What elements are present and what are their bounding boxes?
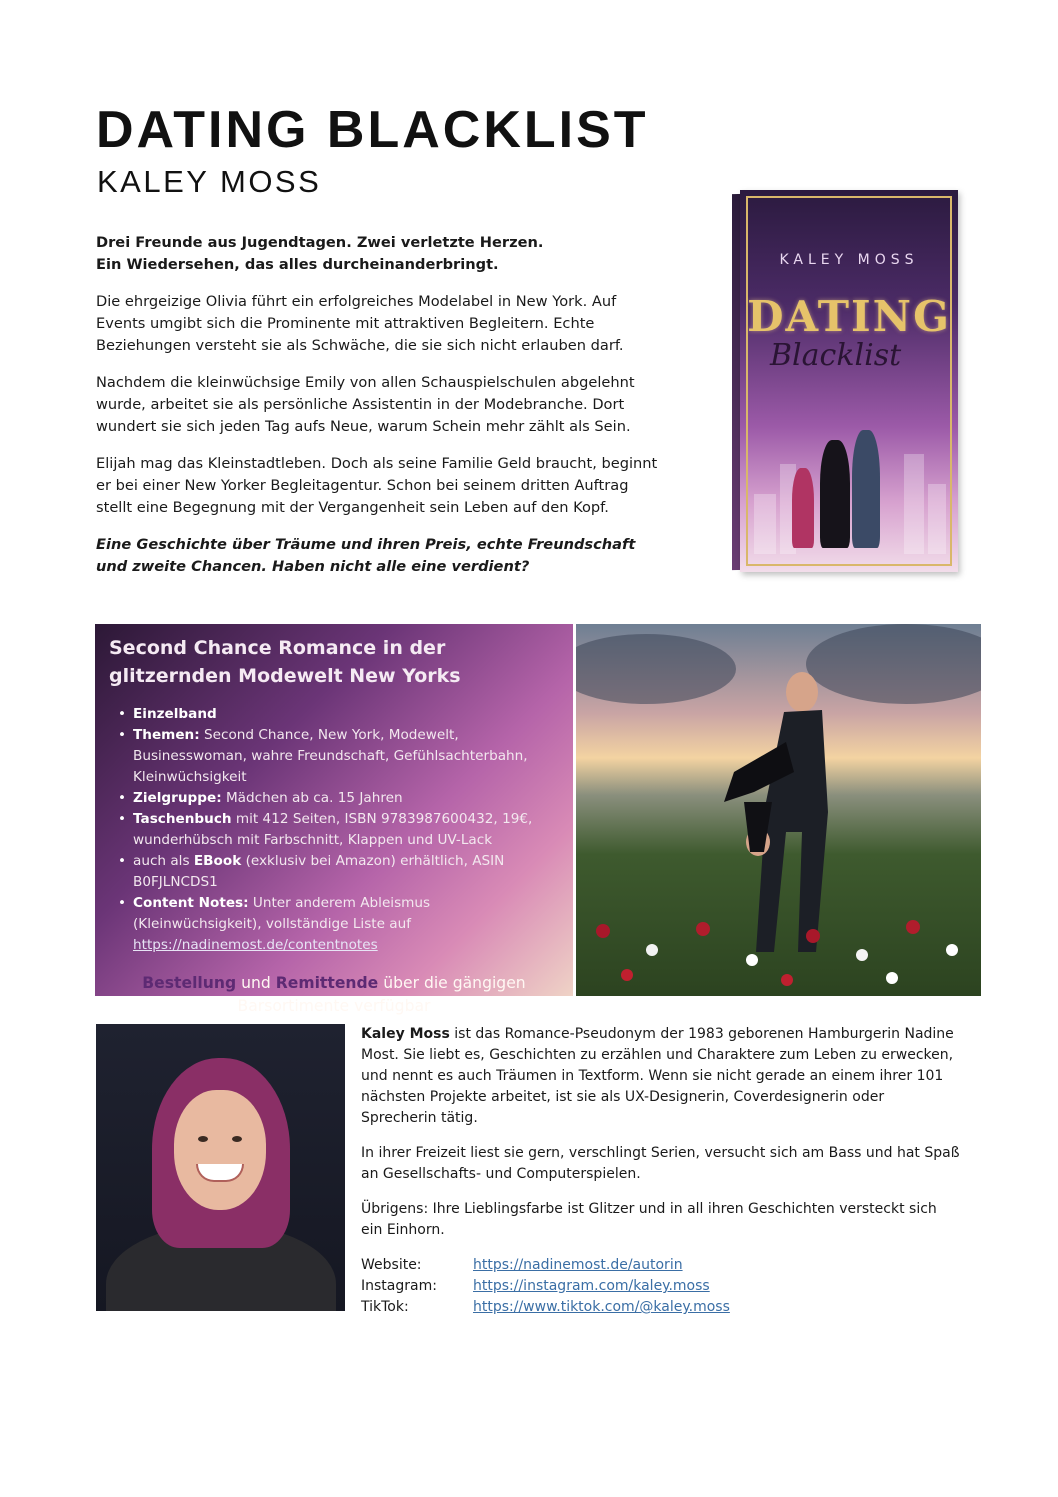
intro-section <box>96 232 666 593</box>
feature-box <box>95 624 573 1015</box>
figure-elijah <box>852 430 880 548</box>
content-notes-link[interactable]: https://nadinemost.de/contentnotes <box>133 937 378 953</box>
website-link[interactable]: https://nadinemost.de/autorin <box>473 1257 683 1273</box>
instagram-link[interactable]: https://instagram.com/kaley.moss <box>473 1278 710 1294</box>
book-cover-subtitle: Blacklist <box>770 338 902 373</box>
book-cover-title: DATING <box>747 292 951 341</box>
contact-label: Instagram: <box>361 1278 437 1294</box>
bio-paragraph: Übrigens: Ihre Lieblingsfarbe ist Glitzer und in all ihren Geschichten versteckt sich ein Einhorn. <box>361 1201 937 1238</box>
contact-label: Website: <box>361 1257 422 1273</box>
book-cover-author: KALEY MOSS <box>779 252 919 268</box>
bio-paragraph: In ihrer Freizeit liest sie gern, verschlingt Serien, versucht sich am Bass und hat Spaß an Gesellschafts- und Computerspielen. <box>361 1145 960 1182</box>
intro-paragraph: Elijah mag das Kleinstadtleben. Doch als seine Familie Geld braucht, beginnt er bei einer New Yorker Begleitagentur. Schon bei seinem dritten Auftrag stellt eine Begegnung mit der Vergangenheit sein Leben auf den Kopf. <box>96 455 658 516</box>
list-item: • Zielgruppe: Mädchen ab ca. 15 Jahren <box>133 788 559 809</box>
intro-paragraph: Nachdem die kleinwüchsige Emily von allen Schauspielschulen abgelehnt wurde, arbeitet sie als persönliche Assistentin in der Modebranche. Dort wundert sie sich jeden Tag aufs Neue, warum Schein mehr zählt als Sein. <box>96 374 635 435</box>
dancing-couple-graphic <box>724 652 834 952</box>
intro-lead: Drei Freunde aus Jugendtagen. Zwei verletzte Herzen. Ein Wiedersehen, das alles durcheinanderbringt. <box>96 234 544 273</box>
intro-paragraph: Die ehrgeizige Olivia führt ein erfolgreiches Modelabel in New York. Auf Events umgibt sich die Prominente mit attraktiven Begleitern. Echte Beziehungen versteht sie als Schwäche, die sie sich nicht erlauben darf. <box>96 293 624 354</box>
contact-label: TikTok: <box>361 1299 409 1315</box>
contact-links <box>361 1255 961 1318</box>
feature-heading: Second Chance Romance in der glitzernden Modewelt New Yorks <box>109 637 461 687</box>
feature-list <box>109 704 559 956</box>
intro-closing: Eine Geschichte über Träume und ihren Preis, echte Freundschaft und zweite Chancen. Haben nicht alle eine verdient? <box>96 536 636 575</box>
page-title: DATING BLACKLIST <box>96 101 649 159</box>
author-bio <box>361 1024 961 1318</box>
bio-paragraph: Kaley Moss ist das Romance-Pseudonym der 1983 geborenen Hamburgerin Nadine Most. Sie liebt es, Geschichten zu erzählen und Charaktere zum Leben zu erwecken, und nennt es auch Träumen in Textform. Wenn sie nicht gerade an einem ihrer 101 nächsten Projekte arbeitet, ist sie als UX-Designerin, Coverdesignerin oder Sprecherin tätig. <box>361 1026 954 1126</box>
author-photo <box>96 1024 345 1311</box>
book-cover-image <box>732 190 958 572</box>
order-info: Bestellung und Remittende über die gängigen Barsortimente verfügbar <box>142 974 526 1015</box>
figure-emily <box>820 440 850 548</box>
figure-olivia <box>792 468 814 548</box>
list-item: • Einzelband <box>133 704 559 725</box>
author-name: KALEY MOSS <box>97 164 322 199</box>
list-item: • auch als EBook (exklusiv bei Amazon) erhältlich, ASIN B0FJLNCDS1 <box>133 851 559 893</box>
list-item: • Taschenbuch mit 412 Seiten, ISBN 9783987600432, 19€, wunderhübsch mit Farbschnitt, Klappen und UV-Lack <box>133 809 559 851</box>
list-item: • Content Notes: Unter anderem Ableismus (Kleinwüchsigkeit), vollständige Liste auf https://nadinemost.de/contentnotes <box>133 893 559 956</box>
couple-illustration <box>576 624 981 996</box>
tiktok-link[interactable]: https://www.tiktok.com/@kaley.moss <box>473 1299 730 1315</box>
list-item: • Themen: Second Chance, New York, Modewelt, Businesswoman, wahre Freundschaft, Gefühlsachterbahn, Kleinwüchsigkeit <box>133 725 559 788</box>
